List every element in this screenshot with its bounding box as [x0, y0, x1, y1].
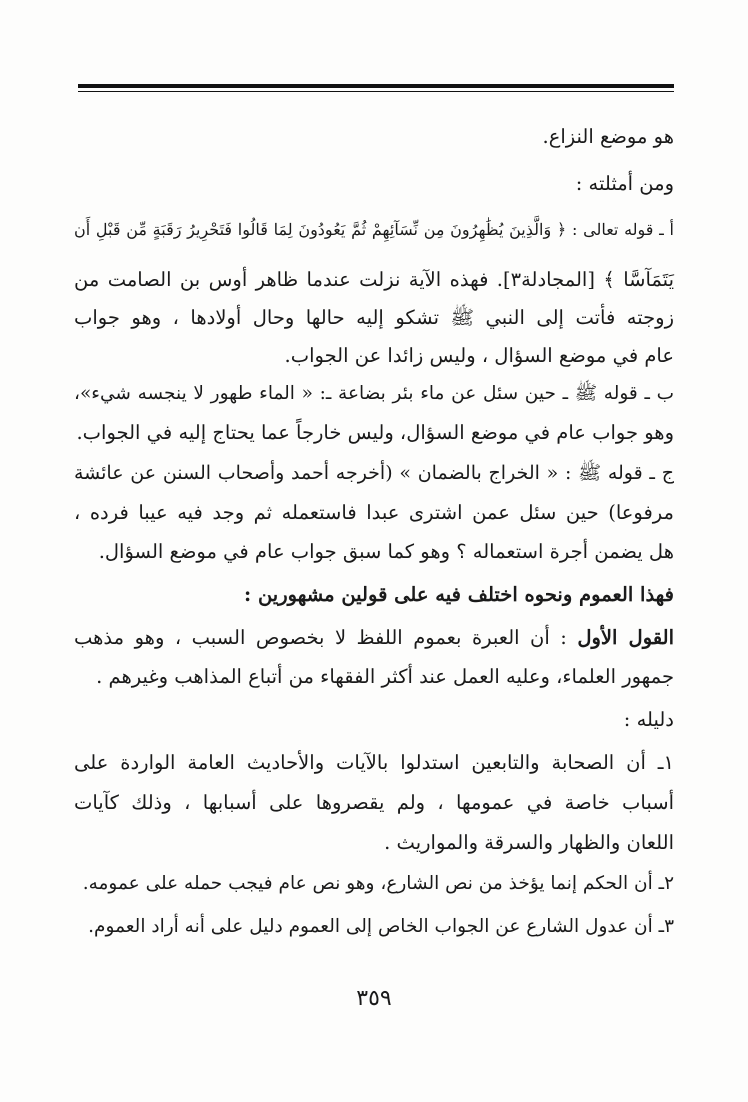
text-line: ومن أمثلته :: [575, 172, 674, 195]
text-line: ج ـ قوله ﷺ : « الخراج بالضمان » (أخرجه أحمد وأصحاب السنن عن عائشة: [74, 462, 674, 484]
text-line: يَتَمَآسَّا ﴾ [المجادلة٣]. فهذه الآية نزلت عندما ظاهر أوس بن الصامت من: [74, 268, 674, 291]
text-line: أ ـ قوله تعالى : ﴿ وَالَّذِينَ يُظَٰهِرُونَ مِن نِّسَآئِهِمْ ثُمَّ يَعُودُونَ لِمَا قَالُوا فَتَحْرِيرُ رَقَبَةٍ مِّن قَبْلِ أَن: [74, 220, 674, 239]
section-heading: فهذا العموم ونحوه اختلف فيه على قولين مشهورين :: [243, 583, 674, 606]
term-text: : أن العبرة بعموم اللفظ لا بخصوص السبب ، وهو مذهب: [74, 626, 578, 649]
term-label: القول الأول: [577, 626, 674, 649]
text-line: ٣ـ أن عدول الشارع عن الجواب الخاص إلى العموم دليل على أنه أراد العموم.: [88, 916, 674, 937]
text-line: ١ـ أن الصحابة والتابعين استدلوا بالآيات والأحاديث العامة الواردة على: [74, 751, 674, 774]
header-rule-thin: [78, 91, 674, 92]
text-line: هل يضمن أجرة استعماله ؟ وهو كما سبق جواب عام في موضع السؤال.: [98, 540, 674, 563]
text-line: وهو جواب عام في موضع السؤال، وليس خارجاً عما يحتاج إليه في الجواب.: [76, 421, 674, 444]
text-line: عام في موضع السؤال ، وليس زائدا عن الجواب.: [284, 344, 674, 367]
text-line: ب ـ قوله ﷺ ـ حين سئل عن ماء بئر بضاعة ـ: « الماء طهور لا ينجسه شيء»،: [74, 383, 674, 404]
text-line: [74, 625, 674, 650]
text-line: أسباب خاصة في عمومها ، ولم يقصروها على أسبابها ، وذلك كآيات: [74, 791, 674, 814]
header-rule-thick: [78, 84, 674, 88]
page-number: ٣٥٩: [356, 986, 392, 1011]
text-line: دليله :: [623, 708, 674, 731]
text-line: مرفوعا) حين سئل عمن اشترى عبدا فاستعمله ثم وجد فيه عيبا فرده ،: [74, 501, 674, 524]
text-line: جمهور العلماء، وعليه العمل عند أكثر الفقهاء من أتباع المذاهب وغيرهم .: [96, 665, 674, 688]
text-line: زوجته فأتت إلى النبي ﷺ تشكو إليه حالها وحال أولادها ، وهو جواب: [74, 306, 674, 329]
text-line: هو موضع النزاع.: [542, 125, 674, 148]
text-line: ٢ـ أن الحكم إنما يؤخذ من نص الشارع، وهو نص عام فيجب حمله على عمومه.: [82, 873, 674, 894]
text-line: اللعان والظهار والسرقة والمواريث .: [384, 831, 674, 854]
